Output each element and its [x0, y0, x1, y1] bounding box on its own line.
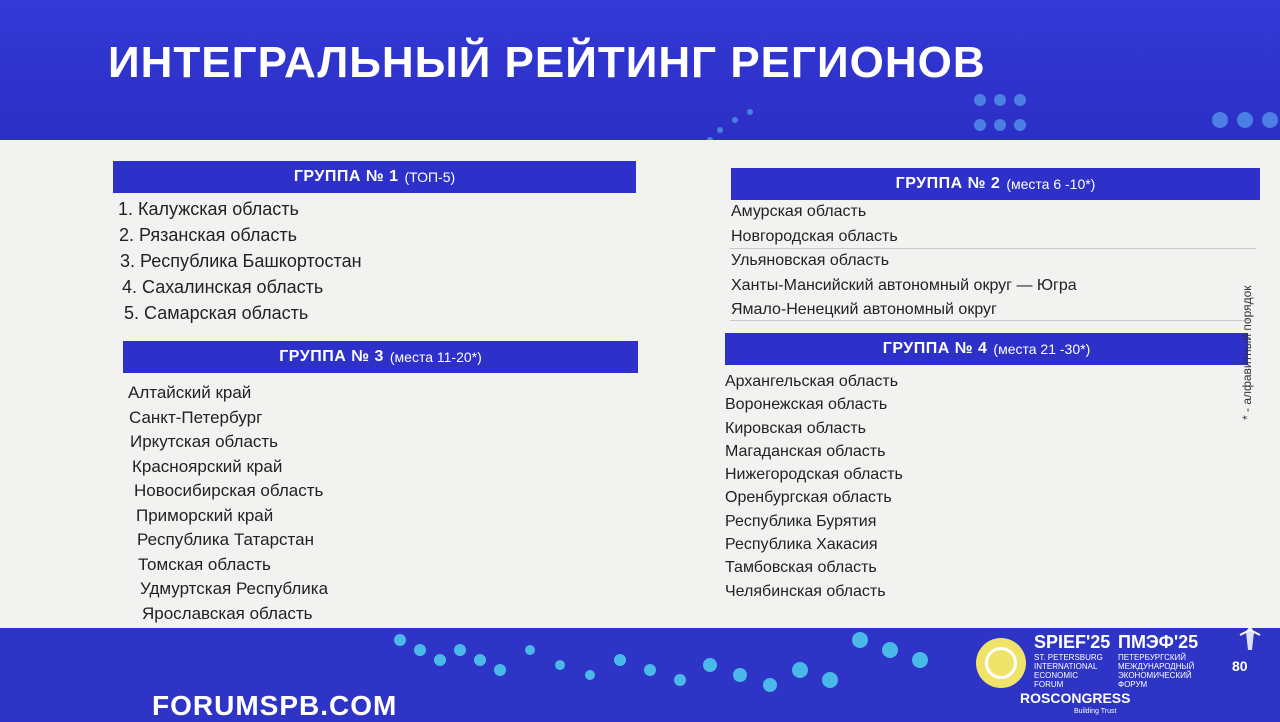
roscongress-logo: ROSCONGRESS: [1020, 690, 1131, 706]
list-item: Воронежская область: [725, 396, 888, 414]
pmef-logo: ПМЭФ'25 ПЕТЕРБУРГСКИЙ МЕЖДУНАРОДНЫЙ ЭКОНОМИЧЕСКИЙ ФОРУМ: [1118, 632, 1199, 689]
footer-url: FORUMSPB.COM: [152, 690, 398, 721]
group-4-title: ГРУППА № 4: [882, 340, 988, 357]
divider: [730, 320, 1250, 321]
group-4-list: [725, 370, 903, 603]
slide-title: ИНТЕГРАЛЬНЫЙ РЕЙТИНГ РЕГИОНОВ: [108, 38, 986, 87]
divider: [730, 248, 1256, 249]
list-item: 3. Республика Башкортостан: [120, 251, 362, 271]
list-item: Ханты-Мансийский автономный округ — Югра: [731, 276, 1077, 294]
list-item: Ульяновская область: [731, 252, 890, 269]
list-item: 1. Калужская область: [118, 199, 299, 219]
group-2-header: [731, 168, 1260, 200]
list-item: Кировская область: [725, 419, 866, 437]
spief-emblem-icon: [976, 638, 1026, 688]
list-item: Амурская область: [731, 203, 867, 220]
list-item: 2. Рязанская область: [119, 225, 298, 245]
list-item: Тамбовская область: [725, 559, 877, 577]
decorative-dots-bottom: [380, 620, 940, 720]
list-item: Красноярский край: [132, 456, 283, 476]
spief-logo: SPIEF'25 ST. PETERSBURG INTERNATIONAL ECONOMIC FORUM: [1034, 632, 1111, 689]
list-item: Республика Бурятия: [725, 512, 877, 530]
list-item: Архангельская область: [725, 373, 899, 390]
group-1-subtitle: (ТОП-5): [404, 169, 456, 185]
list-item: Магаданская область: [725, 442, 886, 460]
group-2-list: [731, 200, 1077, 323]
list-item: Новгородская область: [731, 227, 898, 245]
list-item: Республика Татарстан: [137, 530, 314, 549]
list-item: Оренбургская область: [725, 489, 892, 507]
list-item: Приморский край: [136, 505, 274, 525]
group-1-header: [113, 161, 636, 193]
group-4-subtitle: (места 21 -30*): [993, 341, 1091, 357]
group-3-list: [128, 381, 328, 626]
group-1-list: [118, 196, 362, 326]
list-item: Новосибирская область: [134, 481, 324, 500]
list-item: Нижегородская область: [725, 466, 903, 484]
list-item: Ямало-Ненецкий автономный округ: [731, 301, 997, 318]
list-item: Ярославская область: [142, 603, 313, 623]
list-item: Санкт-Петербург: [129, 407, 263, 427]
list-item: 4. Сахалинская область: [122, 277, 324, 297]
list-item: Томская область: [138, 554, 271, 574]
victory-80-badge: 80: [1232, 658, 1248, 674]
list-item: Удмуртская Республика: [140, 579, 329, 598]
list-item: Республика Хакасия: [725, 536, 878, 554]
group-4-header: [725, 333, 1248, 365]
group-2-subtitle: (места 6 -10*): [1006, 176, 1096, 192]
list-item: 5. Самарская область: [124, 303, 309, 323]
list-item: Алтайский край: [128, 383, 252, 402]
list-item: Иркутская область: [130, 432, 279, 451]
group-2-title: ГРУППА № 2: [895, 175, 1001, 192]
group-1-title: ГРУППА № 1: [293, 168, 399, 185]
group-3-subtitle: (места 11-20*): [389, 349, 482, 365]
list-item: Челябинская область: [725, 582, 886, 600]
roscongress-tagline: Building Trust: [1074, 708, 1117, 715]
alphabetical-order-note: * - алфавитный порядок: [1240, 285, 1254, 420]
group-3-title: ГРУППА № 3: [279, 348, 384, 365]
group-3-header: [123, 341, 638, 373]
